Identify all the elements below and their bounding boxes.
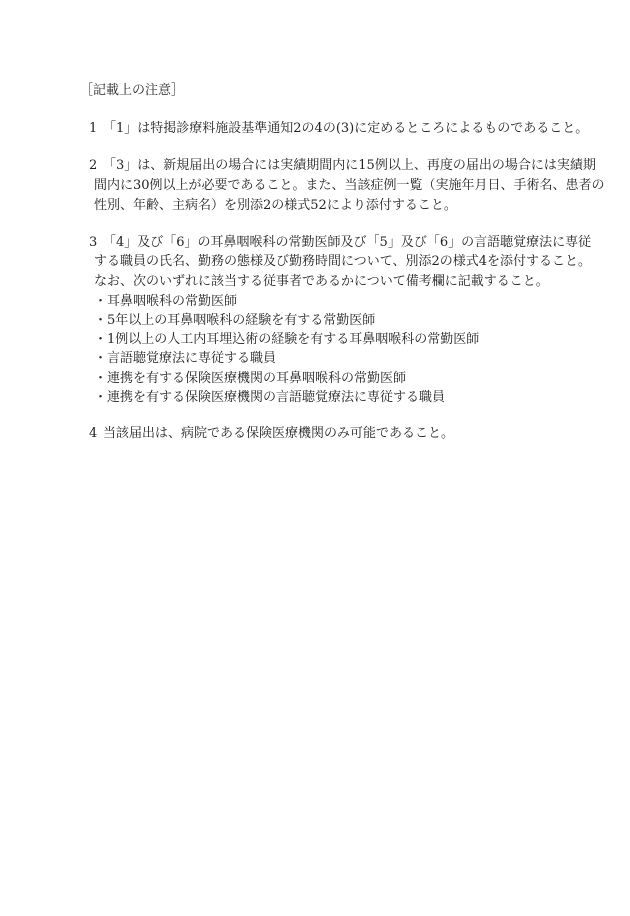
notes-heading: ［記載上の注意］ [80, 83, 185, 98]
note-line: 「1」は特掲診療料施設基準通知2の4の(3)に定めるところによるものであること。 [103, 121, 589, 136]
note-line: 「3」は、新規届出の場合には実績期間内に15例以上、再度の届出の場合には実績期 [103, 158, 596, 173]
bullet-item: ・連携を有する保険医療機関の言語聴覚療法に専従する職員 [94, 390, 446, 405]
note-line: なお、次のいずれに該当する従事者であるかについて備考欄に記載すること。 [94, 274, 549, 289]
bullet-item: ・連携を有する保険医療機関の耳鼻咽喉科の常勤医師 [94, 371, 407, 386]
note-line: 当該届出は、病院である保険医療機関のみ可能であること。 [103, 426, 455, 441]
note-line: 間内に30例以上が必要であること。また、当該症例一覧（実施年月日、手術名、患者の [94, 178, 605, 193]
note-line: 「4」及び「6」の耳鼻咽喉科の常勤医師及び「5」及び「6」の言語聴覚療法に専従 [103, 235, 592, 250]
bullet-item: ・5年以上の耳鼻咽喉科の経験を有する常勤医師 [94, 313, 376, 328]
bullet-item: ・言語聴覚療法に専従する職員 [94, 351, 277, 366]
note-number: 1 [89, 121, 98, 136]
note-number: 2 [89, 158, 98, 173]
note-number: 4 [89, 426, 98, 441]
note-number: 3 [89, 235, 98, 250]
note-line: する職員の氏名、勤務の態様及び勤務時間について、別添2の様式4を添付すること。 [94, 254, 592, 269]
note-line: 性別、年齢、主病名）を別添2の様式52により添付すること。 [94, 198, 457, 213]
bullet-item: ・1例以上の人工内耳埋込術の経験を有する耳鼻咽喉科の常勤医師 [94, 332, 480, 347]
bullet-item: ・耳鼻咽喉科の常勤医師 [94, 294, 238, 309]
